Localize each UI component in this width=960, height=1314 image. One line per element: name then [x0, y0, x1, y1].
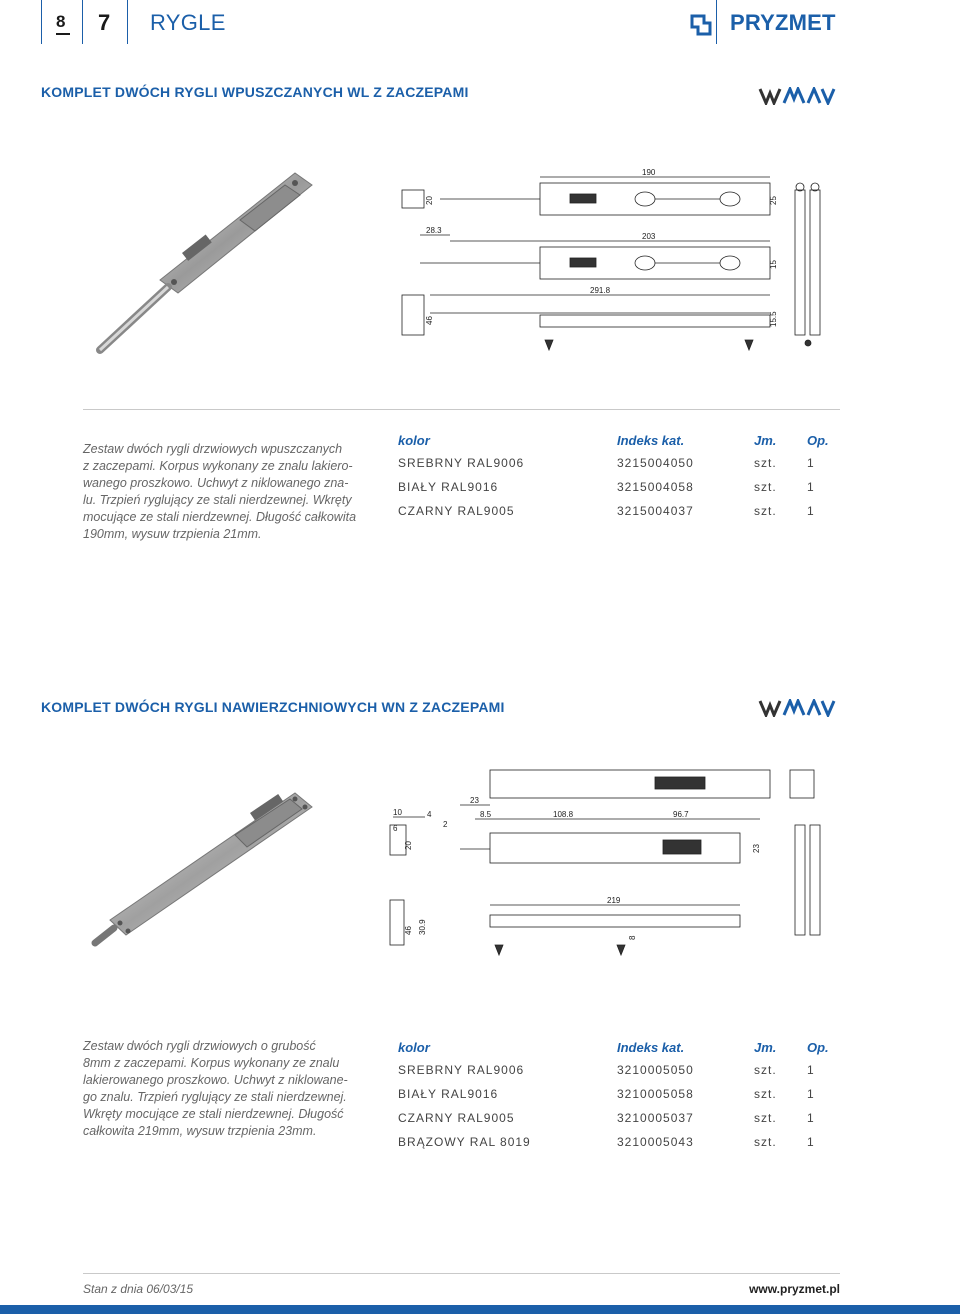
description-line: całkowita 219mm, wysuw trzpienia 23mm. [83, 1124, 317, 1138]
footer-divider [83, 1273, 840, 1274]
page-number-underline [56, 33, 70, 35]
dim-label: 6 [393, 824, 398, 833]
description-line: Zestaw dwóch rygli drzwiowych wpuszczanych [83, 442, 343, 456]
col-header-kolor: kolor [398, 432, 430, 448]
table-row [398, 1106, 829, 1130]
table-row [398, 499, 829, 523]
dim-label: 23 [470, 796, 479, 805]
cell-jm: szt. [754, 1087, 777, 1101]
wala-logo-icon [758, 87, 838, 110]
cell-jm: szt. [754, 456, 777, 470]
col-header-op: Op. [807, 432, 829, 448]
cell-indeks: 3210005037 [617, 1111, 694, 1125]
section2-title: KOMPLET DWÓCH RYGLI NAWIERZCHNIOWYCH WN Z ZACZEPAMI [41, 699, 505, 715]
footer-status-date: Stan z dnia 06/03/15 [83, 1282, 194, 1296]
description-line: go znalu. Trzpień ryglujący ze stali nierdzewnej. [83, 1090, 347, 1104]
description-line: lu. Trzpień ryglujący ze stali nierdzewnej. Wkręty [83, 493, 352, 507]
wala-logo-icon [758, 699, 838, 722]
section1-description [83, 441, 356, 543]
description-line: wanego proszkowo. Uchwyt z niklowanego zna- [83, 476, 349, 490]
description-line: 8mm z zaczepami. Korpus wykonany ze znalu [83, 1056, 340, 1070]
cell-op: 1 [807, 456, 815, 470]
chapter-number: 7 [98, 10, 111, 35]
dim-label: 46 [404, 926, 413, 935]
dim-label: 190 [642, 168, 656, 177]
dim-label: 108.8 [553, 810, 574, 819]
description-line: 190mm, wysuw trzpienia 21mm. [83, 527, 262, 541]
dim-label: 15.5 [769, 311, 778, 327]
page-number: 8 [56, 12, 66, 31]
dim-label: 15 [769, 260, 778, 269]
cell-kolor: BRĄZOWY RAL 8019 [398, 1135, 531, 1149]
cell-indeks: 3210005050 [617, 1063, 694, 1077]
dim-label: 28.3 [426, 226, 442, 235]
dim-label: 30.9 [418, 919, 427, 935]
table-header-row [398, 1036, 829, 1058]
dim-label: 46 [425, 316, 434, 325]
cell-jm: szt. [754, 1063, 777, 1077]
dim-label: 10 [393, 808, 402, 817]
brand-name: PRYZMET [730, 10, 836, 35]
section1-divider [83, 409, 840, 410]
dim-label: 8 [628, 935, 637, 940]
cell-op: 1 [807, 1135, 815, 1149]
col-header-jm: Jm. [754, 1039, 777, 1055]
description-line: z zaczepami. Korpus wykonany ze znalu lakiero- [83, 459, 353, 473]
col-header-op: Op. [807, 1039, 829, 1055]
description-line: mocujące ze stali nierdzewnej. Długość całkowita [83, 510, 357, 524]
cell-jm: szt. [754, 1111, 777, 1125]
dim-label: 203 [642, 232, 656, 241]
col-header-jm: Jm. [754, 432, 777, 448]
dim-label: 2 [443, 820, 448, 829]
cell-op: 1 [807, 480, 815, 494]
cell-indeks: 3210005043 [617, 1135, 694, 1149]
table-header-row [398, 429, 829, 451]
col-header-indeks: Indeks kat. [617, 432, 685, 448]
bottom-accent-bar [0, 1305, 960, 1314]
cell-kolor: SREBRNY RAL9006 [398, 1063, 525, 1077]
cell-op: 1 [807, 1087, 815, 1101]
dim-label: 219 [607, 896, 621, 905]
dim-label: 20 [425, 196, 434, 205]
cell-kolor: BIAŁY RAL9016 [398, 480, 499, 494]
table-row [398, 1058, 829, 1082]
description-line: Zestaw dwóch rygli drzwiowych o grubość [83, 1039, 316, 1053]
dim-label: 96.7 [673, 810, 689, 819]
pryzmet-logo-icon [690, 14, 712, 41]
section2-description [83, 1038, 348, 1140]
footer-website-link[interactable]: www.pryzmet.pl [749, 1282, 840, 1296]
header-divider-left [41, 0, 42, 44]
dim-label: 23 [752, 844, 761, 853]
header-divider-1 [82, 0, 83, 44]
chapter-title: RYGLE [150, 10, 226, 35]
dim-label: 4 [427, 810, 432, 819]
product-photo-wn [90, 785, 330, 960]
cell-indeks: 3215004058 [617, 480, 694, 494]
table-row [398, 1082, 829, 1106]
cell-op: 1 [807, 1111, 815, 1125]
dim-label: 25 [769, 196, 778, 205]
technical-drawing-wl [390, 165, 840, 370]
header-divider-brand [716, 0, 717, 44]
section2-product-table [398, 1036, 829, 1154]
section1-product-table [398, 429, 829, 523]
dim-label: 291.8 [590, 286, 611, 295]
dim-label: 20 [404, 841, 413, 850]
table-row [398, 1130, 829, 1154]
technical-drawing-wn [385, 765, 840, 975]
cell-op: 1 [807, 504, 815, 518]
cell-kolor: CZARNY RAL9005 [398, 1111, 515, 1125]
cell-indeks: 3210005058 [617, 1087, 694, 1101]
cell-kolor: BIAŁY RAL9016 [398, 1087, 499, 1101]
section1-title: KOMPLET DWÓCH RYGLI WPUSZCZANYCH WL Z ZACZEPAMI [41, 84, 469, 100]
cell-jm: szt. [754, 1135, 777, 1149]
table-row [398, 451, 829, 475]
dim-label: 8.5 [480, 810, 492, 819]
table-row [398, 475, 829, 499]
cell-jm: szt. [754, 480, 777, 494]
col-header-kolor: kolor [398, 1039, 430, 1055]
cell-op: 1 [807, 1063, 815, 1077]
product-photo-wl [90, 165, 330, 370]
description-line: Wkręty mocujące ze stali nierdzewnej. Długość [83, 1107, 344, 1121]
cell-kolor: CZARNY RAL9005 [398, 504, 515, 518]
cell-kolor: SREBRNY RAL9006 [398, 456, 525, 470]
cell-indeks: 3215004050 [617, 456, 694, 470]
col-header-indeks: Indeks kat. [617, 1039, 685, 1055]
cell-indeks: 3215004037 [617, 504, 694, 518]
description-line: lakierowanego proszkowo. Uchwyt z niklowane- [83, 1073, 348, 1087]
cell-jm: szt. [754, 504, 777, 518]
header-divider-2 [127, 0, 128, 44]
